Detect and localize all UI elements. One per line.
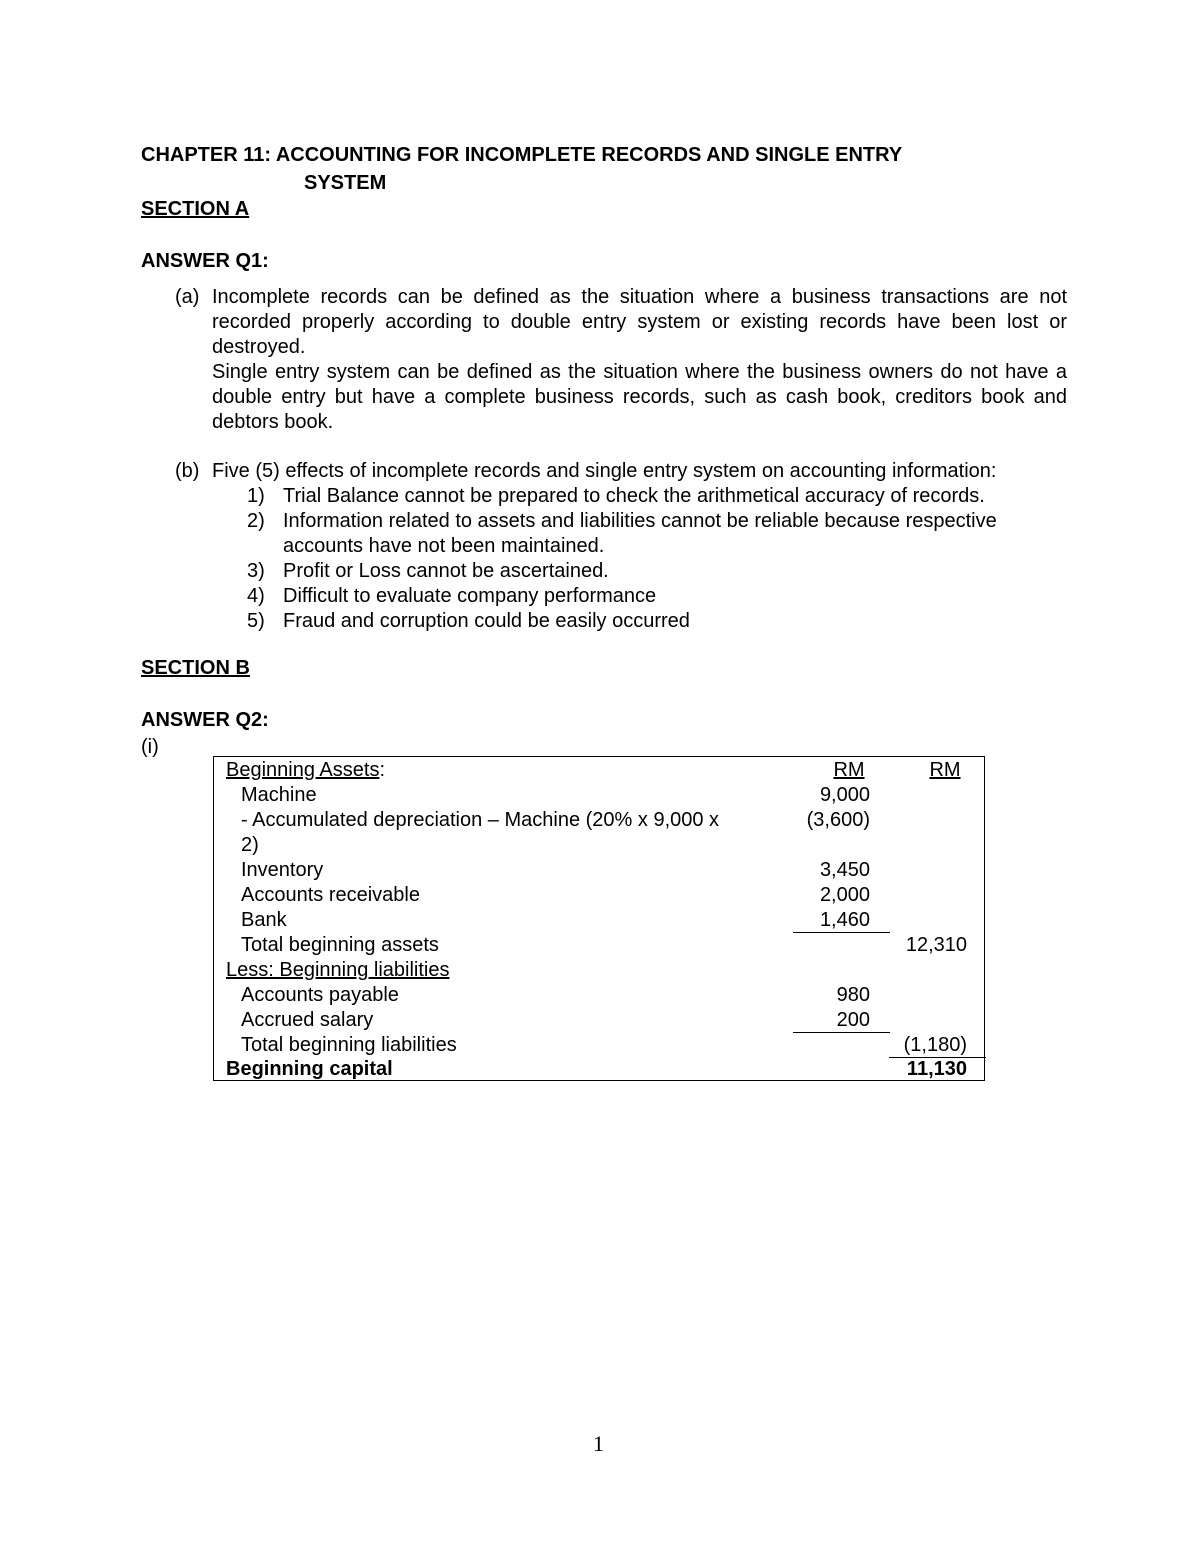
row-label: Less: Beginning liabilities [226, 959, 450, 981]
row-label: - Accumulated depreciation – Machine (20% x 9,000 x [241, 809, 720, 831]
list-item-number: 1) [247, 485, 265, 507]
table-row-less-liabilities [214, 958, 984, 983]
row-label: Machine [241, 784, 317, 806]
row-label: Accrued salary [241, 1009, 374, 1031]
part-b-intro: Five (5) effects of incomplete records and single entry system on accounting information: [212, 460, 997, 482]
incomplete-records-definition: Incomplete records can be defined as the situation where a business transactions are not recorded properly according to double entry system or existing records have been lost or destroyed. [212, 286, 1067, 358]
list-item-number: 3) [247, 560, 265, 582]
list-item-number: 5) [247, 610, 265, 632]
q1-part-b [175, 459, 1067, 634]
beginning-assets-text: Beginning Assets [226, 759, 380, 781]
chapter-title [141, 141, 902, 197]
sub-question-marker: (i) [141, 736, 159, 758]
effects-list [175, 484, 1067, 634]
list-item [175, 584, 1067, 609]
row-total: (1,180) [903, 1034, 967, 1056]
row-amount: 2,000 [819, 884, 870, 906]
row-amount: 9,000 [819, 784, 870, 806]
section-b-heading: SECTION B [141, 657, 250, 679]
list-item-text: Information related to assets and liabilities cannot be reliable because respective accounts have not been maintained. [283, 510, 997, 557]
table-row-beginning-capital [214, 1057, 984, 1082]
row-label: Accounts receivable [241, 884, 420, 906]
list-item-text: Profit or Loss cannot be ascertained. [283, 560, 609, 582]
col2-header: RM [929, 759, 961, 781]
table-row-accumulated-depreciation-cont [214, 833, 984, 858]
beginning-assets-colon: : [379, 759, 385, 781]
list-item-text: Fraud and corruption could be easily occurred [283, 610, 690, 632]
table-row-payable [214, 983, 984, 1008]
row-label: Accounts payable [241, 984, 399, 1006]
chapter-title-line2: SYSTEM [304, 172, 387, 194]
list-item-text: Trial Balance cannot be prepared to check the arithmetical accuracy of records. [283, 485, 985, 507]
row-label: Inventory [241, 859, 324, 881]
table-row-total-assets [214, 933, 984, 958]
part-a-marker: (a) [175, 286, 200, 308]
list-item-number: 4) [247, 585, 265, 607]
single-entry-definition: Single entry system can be defined as the situation where the business owners do not have a double entry but have a complete business records, such as cash book, creditors book and debtors book. [212, 361, 1067, 433]
table-row-accrued-salary [214, 1008, 984, 1033]
table-row-receivable [214, 883, 984, 908]
chapter-title-line1: CHAPTER 11: ACCOUNTING FOR INCOMPLETE RECORDS AND SINGLE ENTRY [141, 144, 903, 166]
table-row-accumulated-depreciation [214, 808, 984, 833]
list-item-text: Difficult to evaluate company performance [283, 585, 657, 607]
row-label: Total beginning assets [241, 934, 439, 956]
list-item [175, 484, 1067, 509]
table-row-bank [214, 908, 984, 933]
row-total: 11,130 [906, 1058, 967, 1080]
list-item [175, 509, 1067, 559]
q1-part-a [175, 285, 1067, 435]
answer-q2-heading: ANSWER Q2: [141, 709, 269, 731]
row-label: Beginning capital [226, 1058, 393, 1080]
part-b-marker: (b) [175, 460, 200, 482]
row-amount: 1,460 [819, 909, 870, 931]
section-a-heading: SECTION A [141, 198, 250, 220]
col1-header: RM [833, 759, 865, 781]
table-row-inventory [214, 858, 984, 883]
row-label: Bank [241, 909, 287, 931]
list-item [175, 609, 1067, 634]
beginning-assets-label [226, 758, 385, 783]
answer-q1-heading: ANSWER Q1: [141, 250, 269, 272]
row-amount: 980 [836, 984, 870, 1006]
page-number: 1 [593, 1431, 604, 1456]
row-label-continued: 2) [241, 834, 259, 856]
row-total: 12,310 [905, 934, 967, 956]
row-amount: 3,450 [819, 859, 870, 881]
table-header-row [214, 758, 984, 783]
beginning-capital-statement [213, 756, 985, 1081]
row-amount: 200 [836, 1009, 870, 1031]
table-row-total-liabilities [214, 1033, 984, 1058]
row-amount: (3,600) [806, 809, 870, 831]
list-item-number: 2) [247, 510, 265, 532]
table-row-machine [214, 783, 984, 808]
row-label: Total beginning liabilities [241, 1034, 457, 1056]
list-item [175, 559, 1067, 584]
